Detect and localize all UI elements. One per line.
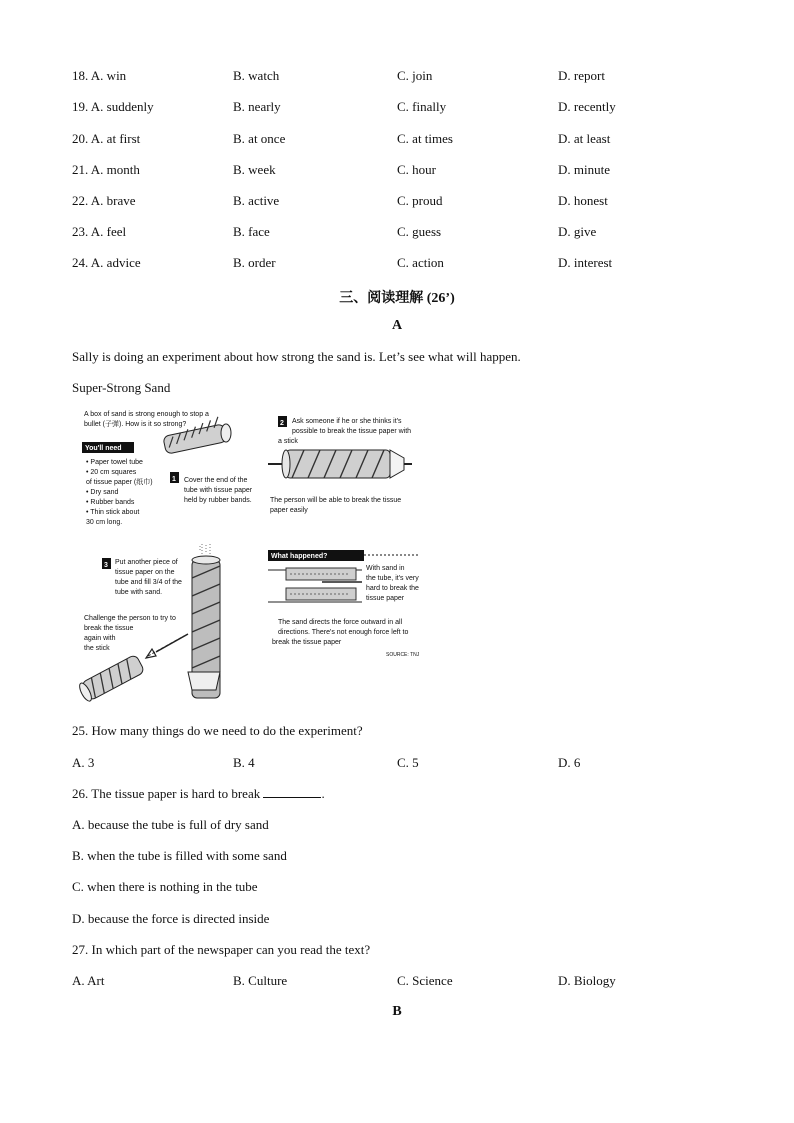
option-d: D. minute: [558, 162, 610, 177]
figure-title: Super-Strong Sand: [72, 380, 171, 395]
q26-option-b: B. when the tube is filled with some sand: [72, 848, 287, 863]
option-d: D. recently: [558, 99, 616, 114]
need-list: [86, 459, 153, 526]
option-b: B. active: [233, 193, 280, 208]
happened-side-text: the tube, it's very: [366, 575, 419, 582]
q27-stem: 27. In which part of the newspaper can you read the text?: [72, 942, 371, 957]
happened-text: The sand directs the force outward in all: [278, 619, 403, 626]
step2-text: Ask someone if he or she thinks it's: [292, 418, 402, 425]
step1-text: tube with tissue paper: [184, 487, 253, 494]
option-c: C. guess: [397, 224, 442, 239]
option-b: B. nearly: [233, 99, 281, 114]
option-d: D. give: [558, 224, 597, 239]
option-b: B. face: [233, 224, 270, 239]
need-item: 30 cm long.: [86, 519, 123, 526]
option-b: B. order: [233, 255, 276, 270]
q25-stem: 25. How many things do we need to do the experiment?: [72, 723, 363, 738]
option-c: C. action: [397, 255, 444, 270]
option-a: 20. A. at first: [72, 131, 141, 146]
tube-step2-drawing: [268, 450, 412, 478]
challenge-text: break the tissue: [84, 625, 134, 632]
q25-option-a: A. 3: [72, 755, 95, 770]
need-item: • 20 cm squares: [86, 469, 137, 476]
option-d: D. at least: [558, 131, 611, 146]
passage-letter-b: B: [392, 1004, 402, 1019]
option-d: D. report: [558, 68, 605, 83]
q27-option-d: D. Biology: [558, 973, 616, 988]
step2-text: a stick: [278, 438, 298, 445]
happened-header: What happened?: [271, 553, 328, 560]
option-a: 21. A. month: [72, 162, 140, 177]
option-a: 19. A. suddenly: [72, 99, 154, 114]
step3-text: tube with sand.: [115, 589, 163, 596]
option-d: D. honest: [558, 193, 608, 208]
q25-option-c: C. 5: [397, 755, 419, 770]
need-item: • Dry sand: [86, 489, 119, 496]
need-item: • Thin stick about: [86, 509, 140, 516]
figure-source: SOURCE: TNJ: [386, 652, 420, 658]
step2-result: The person will be able to break the tissue: [270, 497, 402, 504]
q26-option-a: A. because the tube is full of dry sand: [72, 817, 269, 832]
step3-text: tube and fill 3/4 of the: [115, 579, 182, 586]
challenge-text: the stick: [84, 645, 110, 652]
option-c: C. hour: [397, 162, 436, 177]
step3-text: tissue paper on the: [115, 569, 175, 576]
option-a: 18. A. win: [72, 68, 127, 83]
need-item: • Rubber bands: [86, 499, 135, 506]
option-a: 23. A. feel: [72, 224, 127, 239]
happened-side-text: With sand in: [366, 565, 405, 572]
option-b: B. at once: [233, 131, 286, 146]
option-c: C. at times: [397, 131, 453, 146]
figure-question-line1: A box of sand is strong enough to stop a: [84, 411, 209, 418]
answer-blank: [263, 787, 321, 798]
q26-option-d: D. because the force is directed inside: [72, 911, 270, 926]
experiment-illustration: [72, 402, 424, 708]
step2-number: 2: [280, 420, 284, 427]
passage-intro: Sally is doing an experiment about how strong the sand is. Let’s see what will happen.: [72, 349, 521, 364]
q27-option-a: A. Art: [72, 973, 105, 988]
passage-letter-a: A: [391, 318, 403, 333]
option-b: B. watch: [233, 68, 280, 83]
q26-option-c: C. when there is nothing in the tube: [72, 879, 258, 894]
option-a: 24. A. advice: [72, 255, 141, 270]
q26-stem: 26. The tissue paper is hard to break .: [72, 786, 325, 801]
step3-number: 3: [104, 562, 108, 569]
step2-text: possible to break the tissue paper with: [292, 428, 412, 435]
option-c: C. join: [397, 68, 433, 83]
happened-side-text: tissue paper: [366, 595, 405, 602]
q27-option-b: B. Culture: [233, 973, 288, 988]
step1-text: held by rubber bands.: [184, 497, 252, 504]
q27-option-c: C. Science: [397, 973, 453, 988]
need-header: You'll need: [85, 445, 122, 452]
happened-diagram: [268, 568, 362, 602]
q25-option-b: B. 4: [233, 755, 255, 770]
tube-step3-drawing: [188, 544, 220, 698]
happened-side-text: hard to break the: [366, 585, 419, 592]
happened-text: directions. There's not enough force left to: [278, 629, 409, 636]
option-c: C. finally: [397, 99, 447, 114]
step2-result: paper easily: [270, 507, 308, 514]
need-item: of tissue paper (纸巾): [86, 479, 153, 486]
challenge-text: again with: [84, 635, 116, 642]
step3-text: Put another piece of: [115, 559, 178, 566]
step1-text: Cover the end of the: [184, 477, 248, 484]
need-item: • Paper towel tube: [86, 459, 143, 466]
option-b: B. week: [233, 162, 276, 177]
option-d: D. interest: [558, 255, 613, 270]
step1-number: 1: [172, 476, 176, 483]
challenge-text: Challenge the person to try to: [84, 615, 176, 622]
figure-question-line2: bullet (子弹). How is it so strong?: [84, 421, 187, 428]
section-title: 三、阅读理解 (26’): [339, 291, 455, 306]
option-a: 22. A. brave: [72, 193, 136, 208]
option-c: C. proud: [397, 193, 443, 208]
happened-text: break the tissue paper: [272, 639, 342, 646]
q25-option-d: D. 6: [558, 755, 581, 770]
